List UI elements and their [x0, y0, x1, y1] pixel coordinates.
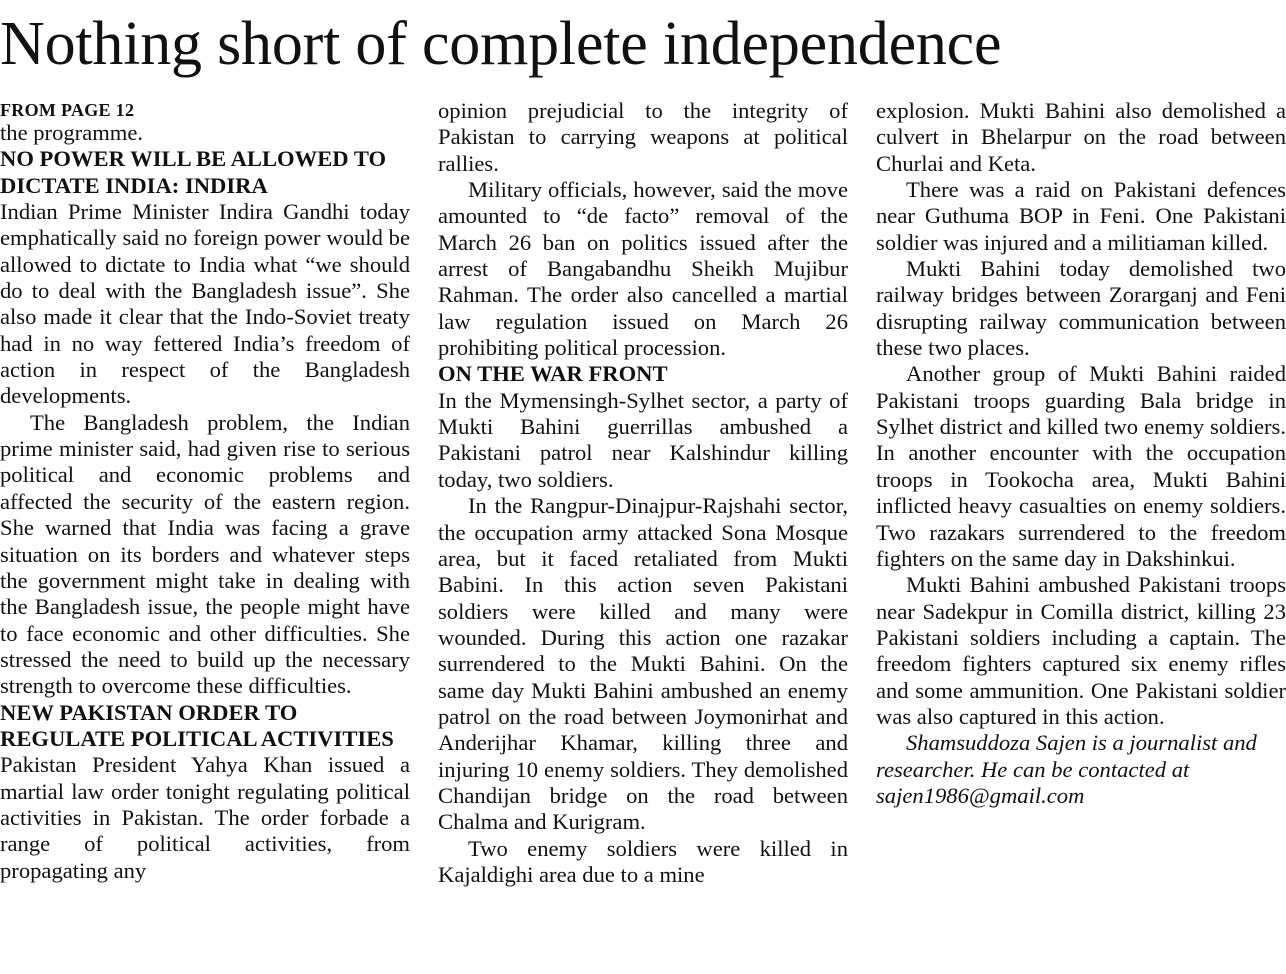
paragraph: Two enemy soldiers were killed in Kajaldighi area due to a mine — [438, 835, 848, 887]
subheading-pakistan-order: NEW PAKISTAN ORDER TO REGULATE POLITICAL ACTIVITIES — [0, 699, 394, 751]
paragraph: Mukti Bahini ambushed Pakistani troops near Sadekpur in Comilla district, killing 23 Pakistani soldiers including a captain. The freedom fighters captured six enemy rifles and some ammunition. One Pakistani soldier was also captured in this action. — [876, 572, 1286, 729]
author-byline: Shamsuddoza Sajen is a journalist and researcher. He can be contacted at sajen1986@gmail.com — [876, 730, 1257, 808]
paragraph: There was a raid on Pakistani defences near Guthuma BOP in Feni. One Pakistani soldier was injured and a militiaman killed. — [876, 177, 1286, 255]
subheading-war-front: ON THE WAR FRONT — [438, 361, 668, 387]
paragraph: Indian Prime Minister Indira Gandhi today emphatically said no foreign power would be allowed to dictate to India what “we should do to deal with the Bangladesh issue”. She also made it clear that the Indo-Soviet treaty had in no way fettered India’s freedom of action in respect of the Bangladesh developments. — [0, 199, 410, 409]
paragraph: Military officials, however, said the move amounted to “de facto” removal of the March 26 ban on politics issued after the arrest of Bangabandhu Sheikh Mujibur Rahman. The order also cancelled a martial law regulation issued on March 26 prohibiting political procession. — [438, 177, 848, 361]
subheading-indira: NO POWER WILL BE ALLOWED TO DICTATE INDIA: INDIRA — [0, 146, 387, 198]
continuation-label: FROM PAGE 12 — [0, 100, 135, 120]
article-column-2 — [438, 98, 848, 888]
paragraph: opinion prejudicial to the integrity of Pakistan to carrying weapons at political rallies. — [438, 98, 848, 176]
paragraph: In the Mymensingh-Sylhet sector, a party of Mukti Bahini guerrillas ambushed a Pakistani patrol near Kalshindur killing today, two soldiers. — [438, 387, 848, 492]
paragraph: Pakistan President Yahya Khan issued a martial law order tonight regulating political activities in Pakistan. The order forbade a range of political activities, from propagating any — [0, 752, 410, 883]
paragraph: Another group of Mukti Bahini raided Pakistani troops guarding Bala bridge in Sylhet district and killed two enemy soldiers. In another encounter with the occupation troops in Tookocha area, Mukti Bahini inflicted heavy casualties on enemy soldiers. Two razakars surrendered to the freedom fighters on the same day in Dakshinkui. — [876, 361, 1286, 571]
paragraph: The Bangladesh problem, the Indian prime minister said, had given rise to serious political and economic problems and affected the security of the eastern region. She warned that India was facing a grave situation on its borders and whatever steps the government might take in dealing with the Bangladesh issue, the people might have to face economic and other difficulties. She stressed the need to build up the necessary strength to overcome these difficulties. — [0, 409, 410, 699]
paragraph: the programme. — [0, 120, 144, 145]
paragraph: explosion. Mukti Bahini also demolished a culvert in Bhelarpur on the road between Churlai and Keta. — [876, 98, 1286, 176]
article-column-3 — [876, 98, 1286, 809]
paragraph: Mukti Bahini today demolished two railway bridges between Zorarganj and Feni disrupting railway communication between these two places. — [876, 256, 1286, 361]
headline: Nothing short of complete independence — [0, 10, 1002, 78]
paragraph: In the Rangpur-Dinajpur-Rajshahi sector, the occupation army attacked Sona Mosque area, but it faced retaliated from Mukti Babini. In this action seven Pakistani soldiers were killed and many were wounded. During this action one razakar surrendered to the Mukti Bahini. On the same day Mukti Bahini ambushed an enemy patrol on the road between Joymonirhat and Anderijhar Khamar, killing three and injuring 10 enemy soldiers. They demolished Chandijan bridge on the road between Chalma and Kurigram. — [438, 493, 848, 835]
article-column-1 — [0, 98, 410, 884]
